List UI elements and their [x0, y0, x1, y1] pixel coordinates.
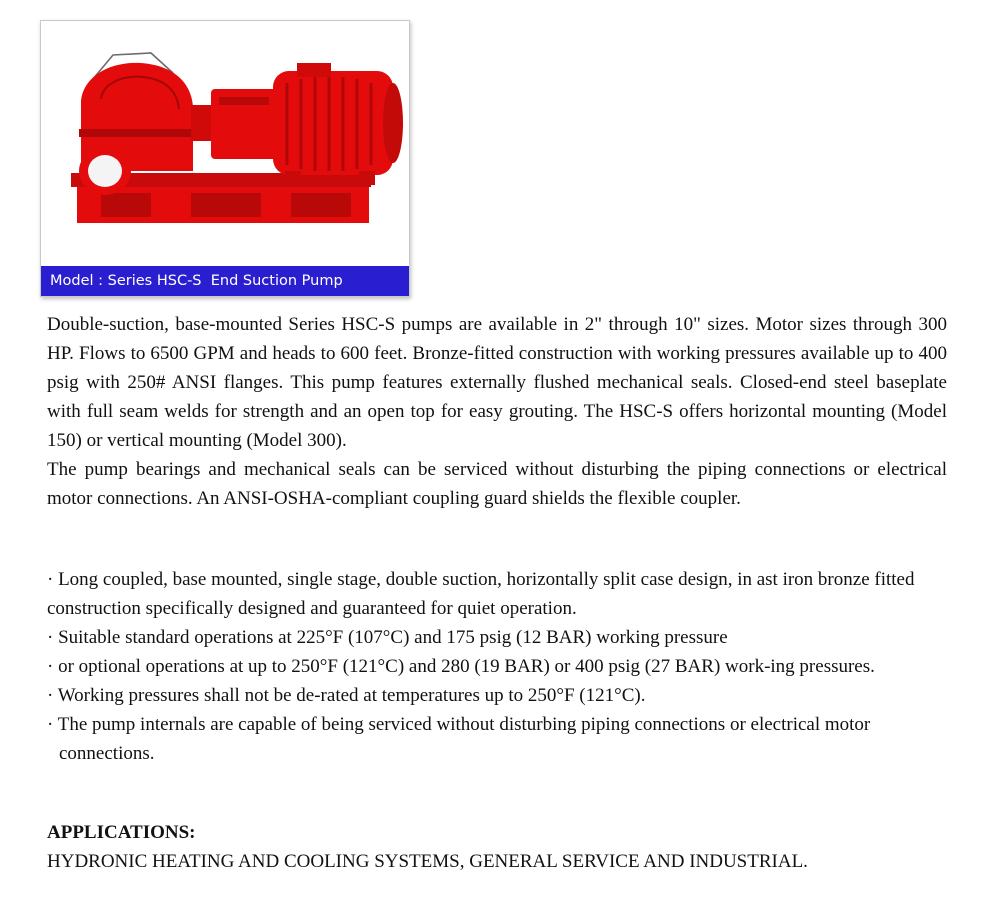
product-card: [40, 20, 410, 297]
description-paragraph-1: Double-suction, base-mounted Series HSC-S pumps are available in 2" through 10" sizes. Motor sizes through 300 HP. Flows to 6500 GPM and heads to 600 feet. Bronze-fitted construction with working pressures available up to 400 psig with 250# ANSI flanges. This pump features externally flushed mechanical seals. Closed-end steel baseplate with full seam welds for strength and an open top for easy grouting. The HSC-S offers horizontal mounting (Model 150) or vertical mounting (Model 300).: [47, 314, 947, 451]
pump-illustration: [41, 21, 409, 266]
motor-junction-box: [297, 63, 331, 77]
feature-item: · or optional operations at up to 250°F (121°C) and 280 (19 BAR) or 400 psig (27 BAR) work-ing pressures.: [47, 656, 875, 677]
feature-item: · The pump internals are capable of being serviced without disturbing piping connections or electrical motor connections.: [47, 714, 871, 764]
feature-list: [47, 565, 947, 768]
description-paragraph-2: The pump bearings and mechanical seals can be serviced without disturbing the piping connections or electrical motor connections. An ANSI-OSHA-compliant coupling guard shields the flexible coupler.: [47, 459, 947, 509]
pump-image: [41, 21, 409, 266]
feature-item: · Working pressures shall not be de-rated at temperatures up to 250°F (121°C).: [47, 685, 646, 706]
applications-heading: APPLICATIONS:: [47, 822, 196, 843]
feature-item: · Suitable standard operations at 225°F (107°C) and 175 psig (12 BAR) working pressure: [47, 627, 728, 648]
motor: [273, 71, 393, 175]
applications-text: HYDRONIC HEATING AND COOLING SYSTEMS, GENERAL SERVICE AND INDUSTRIAL.: [47, 851, 808, 872]
product-description: [47, 310, 947, 513]
feature-item: · Long coupled, base mounted, single stage, double suction, horizontally split case design, in ast iron bronze fitted construction specifically designed and guaranteed for quiet operation.: [47, 569, 915, 619]
product-caption: Model : Series HSC-S End Suction Pump: [41, 266, 409, 296]
applications-section: [47, 818, 947, 876]
